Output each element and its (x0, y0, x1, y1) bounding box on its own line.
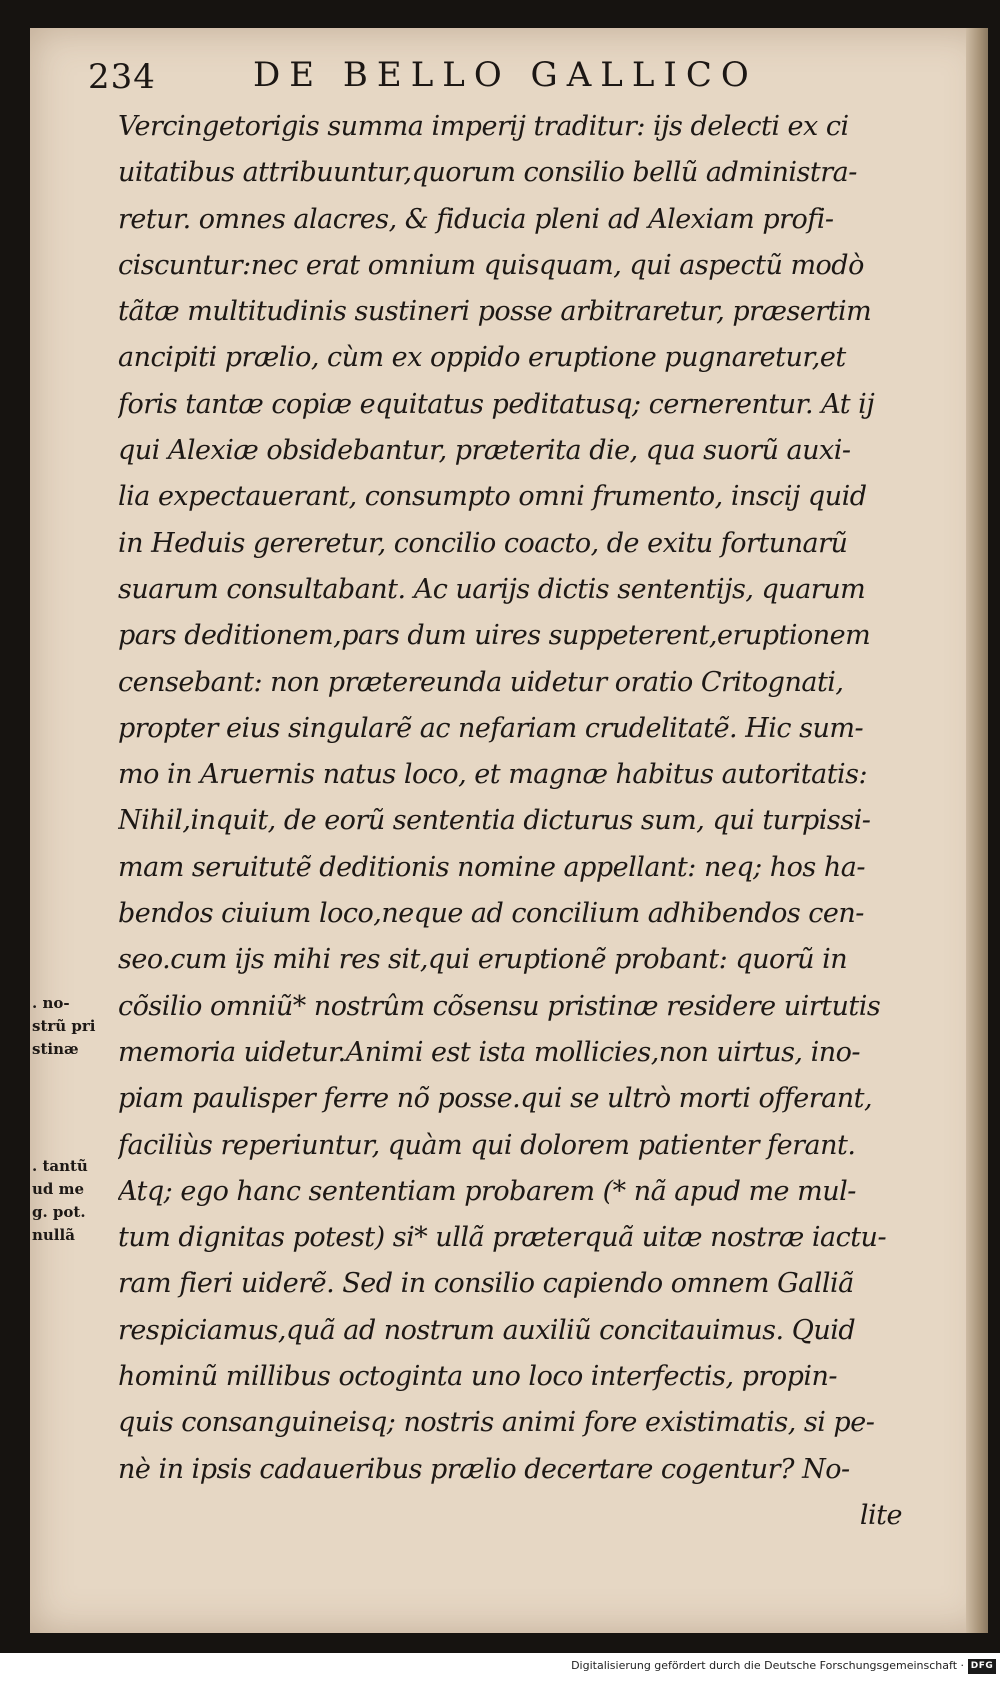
footer-bar (0, 1653, 1000, 1681)
text-line: ram fieri uiderẽ. Sed in consilio capiendo omnem Galliã (118, 1268, 854, 1300)
page-edge (966, 28, 988, 1633)
margin-note-line: g. pot. (32, 1203, 86, 1221)
text-line: faciliùs reperiuntur, quàm qui dolorem patienter ferant. (118, 1129, 856, 1161)
text-line: respiciamus,quã ad nostrum auxiliũ concitauimus. Quid (118, 1314, 856, 1346)
margin-note-line: stinæ (32, 1040, 79, 1058)
text-line: Vercingetorigis summa imperij traditur: ijs delecti ex ci (118, 111, 849, 142)
text-line: mo in Aruernis natus loco, et magnæ habitus autoritatis: (118, 759, 868, 791)
text-line: in Heduis gereretur, concilio coacto, de exitu fortunarũ (118, 527, 848, 559)
text-line: memoria uidetur.Animi est ista mollicies,non uirtus, ino- (118, 1036, 860, 1068)
text-line: mam seruitutẽ deditionis nomine appellant: neq; hos ha- (118, 851, 865, 883)
text-line: pars deditionem,pars dum uires suppeterent,eruptionem (118, 620, 871, 652)
text-line: piam paulisper ferre nõ posse.qui se ultrò morti offerant, (118, 1083, 873, 1115)
text-line: cõsilio omniũ* nostrûm cõsensu pristinæ residere uirtutis (118, 990, 881, 1022)
margin-note-line: ud me (32, 1180, 85, 1198)
text-line: retur. omnes alacres, & fiducia pleni ad Alexiam profi- (118, 203, 834, 235)
funding-credit: Digitalisierung gefördert durch die Deutsche Forschungsgemeinschaft · (571, 1659, 964, 1672)
margin-note (32, 1155, 112, 1247)
text-line: hominũ millibus octoginta uno loco interfectis, propin- (118, 1361, 838, 1393)
book-title: DE BELLO GALLICO (253, 55, 758, 95)
text-line: quis consanguineisq; nostris animi fore existimatis, si pe- (118, 1407, 875, 1439)
margin-note-line: strũ pri (32, 1017, 96, 1035)
dfg-logo-icon: DFG (968, 1659, 996, 1674)
text-line: uitatibus attribuuntur,quorum consilio bellũ administra- (118, 157, 857, 189)
text-line: Nihil,inquit, de eorũ sententia dicturus sum, qui turpissi- (118, 805, 871, 837)
catchword: lite (859, 1499, 902, 1531)
text-line: propter eius singularẽ ac nefariam crudelitatẽ. Hic sum- (118, 712, 864, 744)
text-line: seo.cum ijs mihi res sit,qui eruptionẽ probant: quorũ in (118, 944, 848, 976)
text-line: foris tantæ copiæ equitatus peditatusq; cernerentur. At ij (118, 388, 875, 420)
running-head (88, 55, 808, 99)
margin-note-line: . no- (32, 994, 70, 1012)
margin-note-line: . tantũ (32, 1157, 88, 1175)
body-text (118, 104, 918, 1539)
text-line: qui Alexiæ obsidebantur, præterita die, qua suorũ auxi- (118, 435, 851, 467)
text-line: ciscuntur:nec erat omnium quisquam, qui aspectũ modò (118, 249, 864, 281)
text-line: nè in ipsis cadaueribus prælio decertare cogentur? No- (118, 1453, 850, 1485)
text-line: Atq; ego hanc sententiam probarem (* nã apud me mul- (118, 1175, 856, 1207)
text-line: ancipiti prælio, cùm ex oppido eruptione pugnaretur,et (118, 342, 846, 374)
margin-note-line: nullã (32, 1226, 75, 1244)
text-line: bendos ciuium loco,neque ad concilium adhibendos cen- (118, 898, 864, 930)
page-number: 234 (88, 57, 156, 97)
text-line: censebant: non prætereunda uidetur oratio Critognati, (118, 666, 844, 698)
text-line: lia expectauerant, consumpto omni frumento, inscij quid (118, 481, 867, 513)
margin-note (32, 992, 112, 1061)
text-line: tãtæ multitudinis sustineri posse arbitraretur, præsertim (118, 296, 872, 328)
text-line: tum dignitas potest) si* ullã præterquã uitæ nostræ iactu- (118, 1222, 887, 1254)
text-line: suarum consultabant. Ac uarijs dictis sententijs, quarum (118, 573, 866, 605)
